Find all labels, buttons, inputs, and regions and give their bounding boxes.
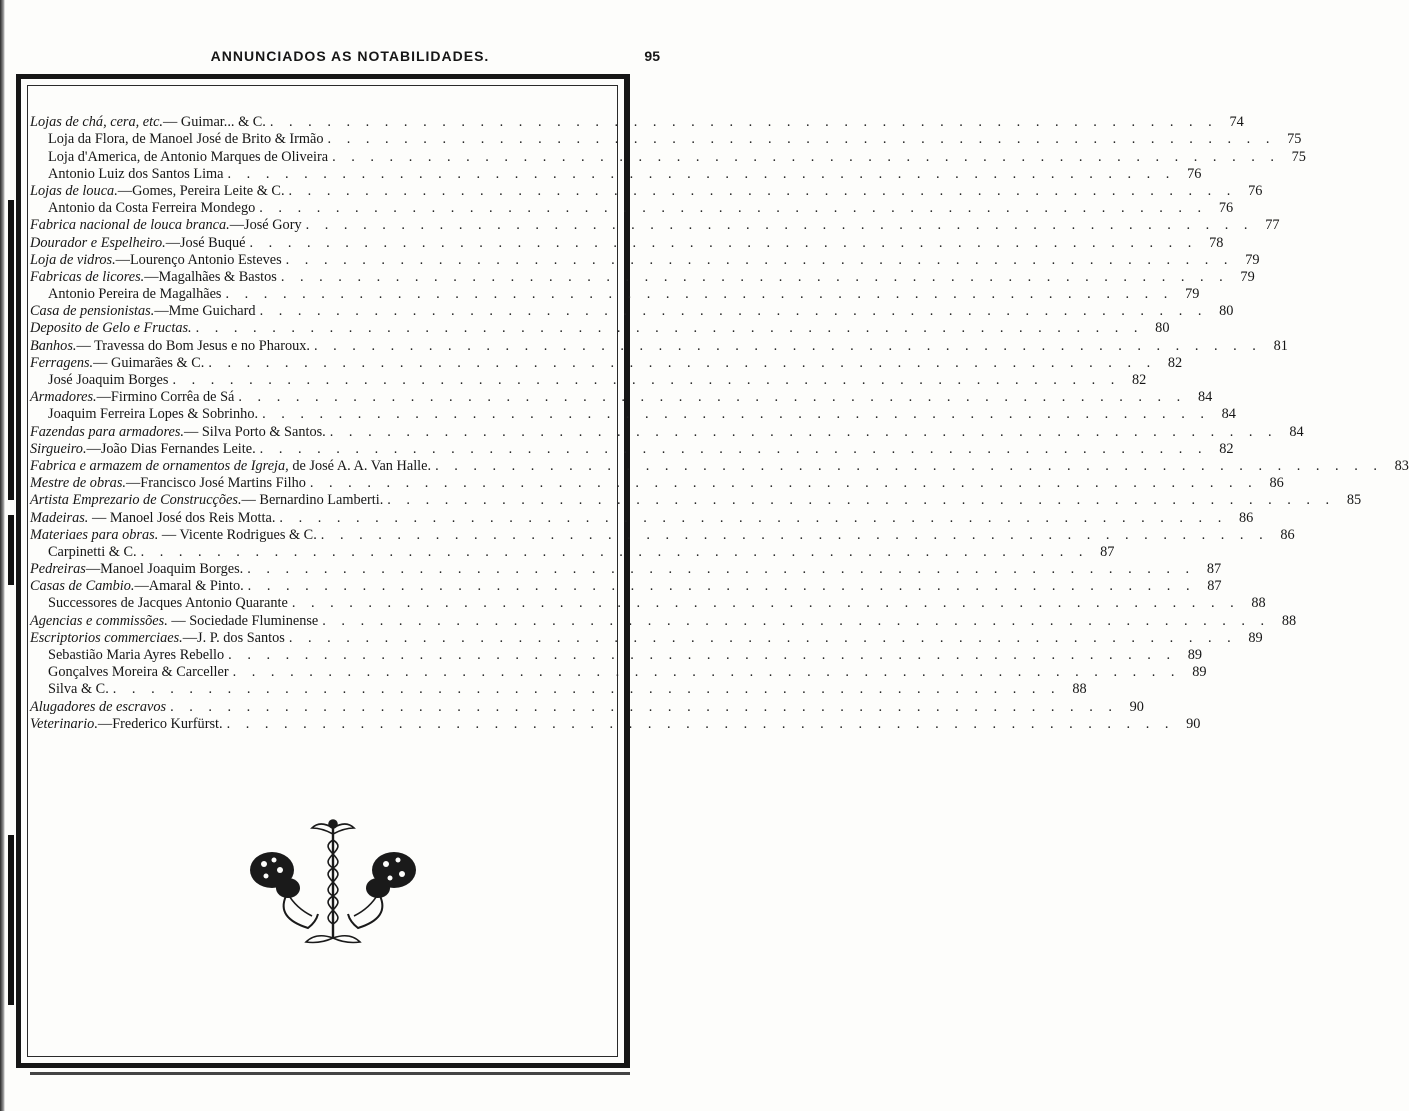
entry-category: Madeiras. — [30, 509, 89, 526]
entry-name: —Mme Guichard — [154, 303, 256, 320]
entry-name: — Sociedade Fluminense — [167, 612, 319, 629]
leader-dots — [310, 338, 1262, 355]
index-list — [30, 114, 1409, 733]
index-entry — [30, 286, 1200, 303]
entry-name: Gonçalves Moreira & Carceller — [48, 664, 229, 681]
leader-dots — [288, 595, 1240, 612]
entry-text — [30, 252, 282, 269]
index-entry — [30, 354, 1183, 372]
entry-text — [30, 389, 234, 406]
entry-page-number: 84 — [1221, 406, 1236, 423]
entry-text — [30, 647, 224, 664]
entry-page-number: 88 — [1281, 612, 1297, 629]
bottom-rule — [30, 1072, 630, 1075]
entry-category: Agencias e commissões. — [30, 612, 168, 629]
entry-text — [30, 406, 258, 423]
entry-text — [30, 492, 383, 509]
entry-page-number: 80 — [1155, 320, 1170, 337]
entry-page-number: 78 — [1209, 234, 1224, 251]
entry-name: Loja da Flora, de Manoel José de Brito & Irmão — [48, 131, 324, 148]
entry-category: Alugadores de escravos — [30, 698, 167, 715]
entry-page-number: 87 — [1206, 561, 1222, 578]
entry-category: Loja de vidros. — [30, 251, 116, 268]
entry-page-number: 75 — [1291, 148, 1306, 165]
index-entry — [30, 543, 1115, 561]
leader-dots — [255, 200, 1207, 217]
caduceus-with-cornucopias-icon — [246, 818, 420, 952]
entry-page-number: 86 — [1280, 526, 1295, 543]
entry-category: Casa de pensionistas. — [30, 303, 155, 320]
leader-dots — [282, 252, 1234, 269]
entry-text — [30, 114, 266, 131]
entry-category: Deposito de Gelo e Fructas. — [30, 320, 192, 337]
leader-dots — [266, 114, 1218, 131]
index-entry — [30, 578, 1222, 595]
leader-dots — [306, 475, 1258, 492]
leader-dots — [137, 544, 1089, 561]
entry-name: José Joaquim Borges — [48, 372, 169, 388]
entry-name: — Guimar... & C. — [163, 114, 266, 131]
entry-page-number: 84 — [1197, 389, 1213, 406]
leader-dots — [229, 664, 1181, 681]
index-entry — [30, 698, 1144, 715]
entry-name: —J. P. dos Santos — [182, 629, 285, 646]
leader-dots — [302, 217, 1254, 234]
index-entry — [30, 526, 1295, 544]
index-entry — [30, 320, 1170, 337]
entry-page-number: 89 — [1192, 664, 1207, 681]
entry-name: —Lourenço Antonio Esteves — [115, 251, 282, 268]
entry-text — [30, 320, 192, 337]
entry-page-number: 81 — [1273, 337, 1288, 354]
entry-name: —José Buqué — [165, 234, 246, 251]
entry-name: —Gomes, Pereira Leite & C. — [117, 182, 285, 199]
entry-page-number: 90 — [1186, 715, 1201, 732]
entry-text — [30, 458, 431, 475]
entry-text — [30, 441, 256, 458]
entry-category: Lojas de chá, cera, etc. — [30, 114, 164, 131]
entry-page-number: 85 — [1346, 492, 1362, 509]
index-entry — [30, 217, 1280, 234]
binding-bar-upper — [8, 200, 14, 500]
entry-text — [30, 716, 223, 733]
entry-name: —Firmino Corrêa de Sá — [96, 389, 235, 406]
entry-text — [30, 235, 246, 252]
index-entry — [30, 475, 1284, 492]
entry-text — [30, 424, 326, 441]
entry-page-number: 86 — [1269, 475, 1284, 492]
leader-dots — [324, 131, 1276, 148]
entry-category: Armadores. — [30, 389, 97, 406]
entry-page-number: 79 — [1185, 286, 1200, 303]
entry-category: Lojas de louca. — [30, 182, 118, 199]
page-left-edge — [0, 0, 5, 1111]
entry-text — [30, 286, 222, 303]
entry-text — [30, 681, 109, 698]
entry-page-number: 87 — [1207, 578, 1222, 595]
entry-name: — Manoel José dos Reis Motta. — [88, 509, 276, 526]
entry-page-number: 76 — [1218, 200, 1234, 217]
index-entry — [30, 372, 1147, 389]
index-entry — [30, 389, 1213, 406]
entry-name: Joaquim Ferreira Lopes & Sobrinho. — [48, 406, 259, 423]
entry-name: Antonio Luiz dos Santos Lima — [48, 165, 224, 182]
entry-name: Carpinetti & C. — [48, 543, 137, 560]
binding-bar-lower — [8, 835, 14, 1005]
entry-name: — Guimarães & C. — [93, 354, 205, 371]
entry-page-number: 82 — [1132, 372, 1147, 388]
entry-category: Fazendas para armadores. — [30, 423, 184, 440]
entry-page-number: 75 — [1287, 131, 1302, 148]
leader-dots — [246, 235, 1198, 252]
entry-name: Successores de Jacques Antonio Quarante — [48, 595, 288, 612]
entry-category: Fabrica e armazem de ornamentos de Igreja, — [30, 457, 289, 474]
entry-page-number: 80 — [1219, 303, 1234, 320]
leader-dots — [258, 406, 1210, 423]
index-entry — [30, 114, 1244, 131]
index-entry — [30, 664, 1207, 681]
entry-page-number: 87 — [1100, 543, 1115, 560]
entry-name: — Travessa do Bom Jesus e no Pharoux. — [76, 337, 310, 354]
leader-dots — [224, 166, 1176, 183]
leader-dots — [326, 424, 1278, 441]
entry-category: Fabricas de licores. — [30, 268, 145, 285]
leader-dots — [431, 458, 1383, 475]
entry-text — [30, 527, 317, 544]
leader-dots — [328, 149, 1280, 166]
entry-text — [30, 630, 285, 647]
entry-text — [30, 561, 243, 578]
index-entry — [30, 268, 1255, 286]
index-entry — [30, 629, 1263, 647]
entry-page-number: 86 — [1238, 509, 1254, 526]
leader-dots — [275, 510, 1227, 527]
entry-text — [30, 664, 229, 681]
index-entry — [30, 509, 1254, 526]
leader-dots — [168, 372, 1120, 389]
entry-category: Ferragens. — [30, 354, 94, 371]
leader-dots — [224, 647, 1176, 664]
leader-dots — [256, 303, 1208, 320]
leader-dots — [204, 355, 1156, 372]
index-entry — [30, 715, 1201, 733]
entry-page-number: 82 — [1219, 440, 1234, 457]
entry-page-number: 90 — [1129, 698, 1144, 715]
leader-dots — [109, 681, 1061, 698]
index-entry — [30, 423, 1304, 440]
entry-category: Veterinario. — [30, 715, 98, 732]
leader-dots — [166, 699, 1118, 716]
entry-page-number: 79 — [1245, 251, 1260, 268]
entry-page-number: 76 — [1248, 182, 1263, 199]
entry-text — [30, 303, 256, 320]
index-entry — [30, 200, 1234, 217]
entry-name: —Amaral & Pinto. — [134, 578, 244, 595]
entry-category: Escriptorios commerciaes. — [30, 629, 183, 646]
entry-page-number: 88 — [1072, 681, 1087, 698]
entry-name: Antonio Pereira de Magalhães — [48, 286, 222, 303]
entry-name: Antonio da Costa Ferreira Mondego — [48, 200, 256, 217]
index-entry — [30, 595, 1266, 612]
entry-category: Materiaes para obras. — [30, 526, 159, 543]
entry-category: Sirgueiro. — [30, 440, 87, 457]
entry-name: Sebastião Maria Ayres Rebello — [48, 647, 225, 663]
entry-page-number: 88 — [1251, 595, 1266, 612]
binding-bar-middle — [8, 515, 14, 585]
entry-text — [30, 595, 288, 612]
index-entry — [30, 165, 1202, 183]
entry-page-number: 83 — [1394, 457, 1409, 474]
entry-page-number: 77 — [1265, 217, 1280, 234]
index-entry — [30, 457, 1409, 475]
entry-name: —Magalhães & Bastos — [144, 268, 277, 285]
entry-category: Casas de Cambio. — [30, 578, 135, 595]
entry-text — [30, 699, 166, 716]
entry-text — [30, 372, 168, 389]
index-entry — [30, 234, 1224, 251]
leader-dots — [192, 320, 1144, 337]
entry-text — [30, 613, 318, 630]
entry-text — [30, 269, 277, 286]
index-entry — [30, 492, 1362, 509]
index-entry — [30, 440, 1234, 458]
entry-name: de José A. A. Van Halle. — [288, 457, 432, 474]
page-title: ANNUNCIADOS AS NOTABILIDADES. — [210, 48, 490, 64]
entry-text — [30, 578, 244, 595]
leader-dots — [256, 441, 1208, 458]
entry-category: Pedreiras — [30, 561, 86, 578]
entry-name: Silva & C. — [48, 681, 109, 698]
entry-name: —Frederico Kurfürst. — [97, 715, 223, 732]
leader-dots — [317, 527, 1269, 544]
entry-name: —Manoel Joaquim Borges. — [85, 561, 244, 578]
entry-name: — Silva Porto & Santos. — [183, 423, 326, 440]
leader-dots — [318, 613, 1270, 630]
entry-page-number: 76 — [1187, 165, 1202, 182]
leader-dots — [243, 561, 1195, 578]
entry-text — [30, 131, 324, 148]
entry-category: Mestre de obras. — [30, 475, 126, 492]
entry-category: Banhos. — [30, 337, 77, 354]
index-entry — [30, 406, 1236, 423]
leader-dots — [383, 492, 1335, 509]
entry-page-number: 89 — [1187, 647, 1203, 663]
leader-dots — [234, 389, 1186, 406]
page-number: 95 — [644, 48, 660, 64]
leader-dots — [244, 578, 1196, 595]
entry-text — [30, 355, 204, 372]
entry-page-number: 74 — [1229, 114, 1244, 131]
page-header — [30, 48, 670, 72]
entry-page-number: 82 — [1167, 354, 1183, 371]
entry-name: — Vicente Rodrigues & C. — [158, 526, 317, 543]
index-entry — [30, 561, 1222, 578]
index-entry — [30, 647, 1203, 664]
entry-text — [30, 200, 255, 217]
index-entry — [30, 303, 1234, 320]
entry-page-number: 79 — [1240, 268, 1255, 285]
entry-text — [30, 183, 285, 200]
entry-text — [30, 149, 328, 166]
entry-page-number: 84 — [1289, 423, 1304, 440]
entry-name: —Francisco José Martins Filho — [125, 475, 306, 492]
index-entry — [30, 251, 1260, 269]
index-entry — [30, 612, 1297, 629]
entry-category: Fabrica nacional de louca branca. — [30, 217, 230, 234]
entry-text — [30, 544, 137, 561]
leader-dots — [277, 269, 1229, 286]
leader-dots — [222, 286, 1174, 303]
entry-name: Loja d'America, de Antonio Marques de Oliveira — [48, 148, 329, 165]
entry-name: — Bernardino Lamberti. — [241, 492, 384, 509]
entry-text — [30, 166, 224, 183]
entry-text — [30, 475, 306, 492]
leader-dots — [223, 716, 1175, 733]
index-entry — [30, 182, 1263, 200]
entry-name: —João Dias Fernandes Leite. — [86, 440, 256, 457]
leader-dots — [285, 630, 1237, 647]
entry-category: Dourador e Espelheiro. — [30, 234, 166, 251]
index-entry — [30, 337, 1288, 354]
index-entry — [30, 681, 1087, 698]
index-entry — [30, 148, 1306, 165]
entry-text — [30, 217, 302, 234]
entry-text — [30, 338, 310, 355]
entry-text — [30, 510, 275, 527]
entry-category: Artista Emprezario de Construcções. — [30, 492, 242, 509]
index-entry — [30, 131, 1302, 148]
leader-dots — [285, 183, 1237, 200]
entry-name: —José Gory — [229, 217, 302, 234]
entry-page-number: 89 — [1248, 629, 1263, 646]
